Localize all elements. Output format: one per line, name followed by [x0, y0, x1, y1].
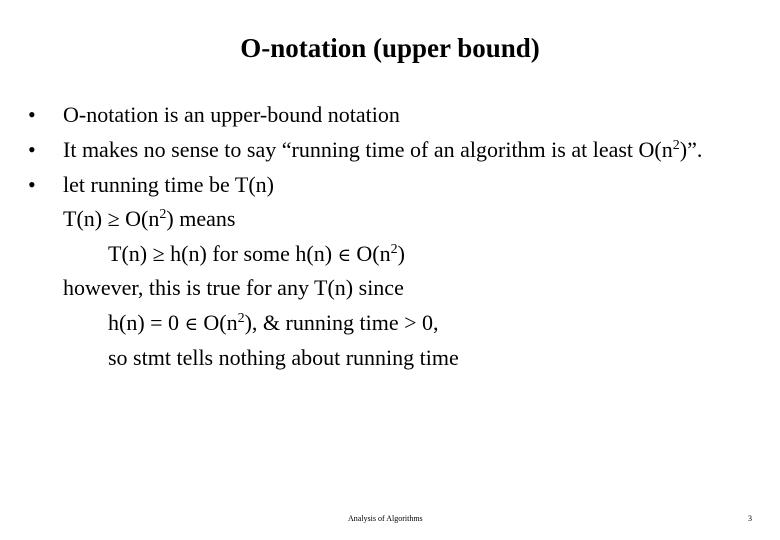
superscript-exponent: 2	[237, 311, 245, 326]
line-tn-geq-means	[63, 204, 235, 234]
text-segment: )	[397, 241, 405, 266]
element-of-symbol: ∈	[184, 314, 198, 335]
superscript-exponent: 2	[672, 138, 680, 153]
bullet-let-running-time: let running time be T(n)	[63, 172, 274, 197]
bullet-marker: •	[28, 172, 36, 197]
text-segment: O(n	[350, 241, 391, 266]
bullet-no-sense-at-least	[63, 135, 702, 165]
text-segment: h(n) = 0	[108, 310, 185, 335]
slide-title: O-notation (upper bound)	[240, 33, 540, 63]
line-for-some-hn	[108, 239, 405, 271]
line-hn-equals-zero	[108, 308, 439, 340]
text-segment: ) means	[166, 206, 236, 231]
footer-page-number: 3	[748, 514, 752, 523]
text-segment: It makes no sense to say “running time of an algorithm is at least O(n	[63, 137, 673, 162]
element-of-symbol: ∈	[337, 245, 351, 266]
text-segment: ), & running time > 0,	[244, 310, 439, 335]
line-however-true: however, this is true for any T(n) since	[63, 275, 404, 300]
line-tells-nothing: so stmt tells nothing about running time	[108, 345, 459, 370]
superscript-exponent: 2	[390, 242, 398, 257]
superscript-exponent: 2	[159, 207, 167, 222]
text-segment: )”.	[679, 137, 703, 162]
text-segment: O(n	[197, 310, 238, 335]
bullet-upper-bound-notation: O-notation is an upper-bound notation	[63, 102, 400, 127]
text-segment: T(n) ≥ O(n	[63, 206, 160, 231]
footer-course-title: Analysis of Algorithms	[348, 514, 423, 523]
bullet-marker: •	[28, 102, 36, 127]
text-segment: T(n) ≥ h(n) for some h(n)	[108, 241, 338, 266]
bullet-marker: •	[28, 137, 36, 162]
